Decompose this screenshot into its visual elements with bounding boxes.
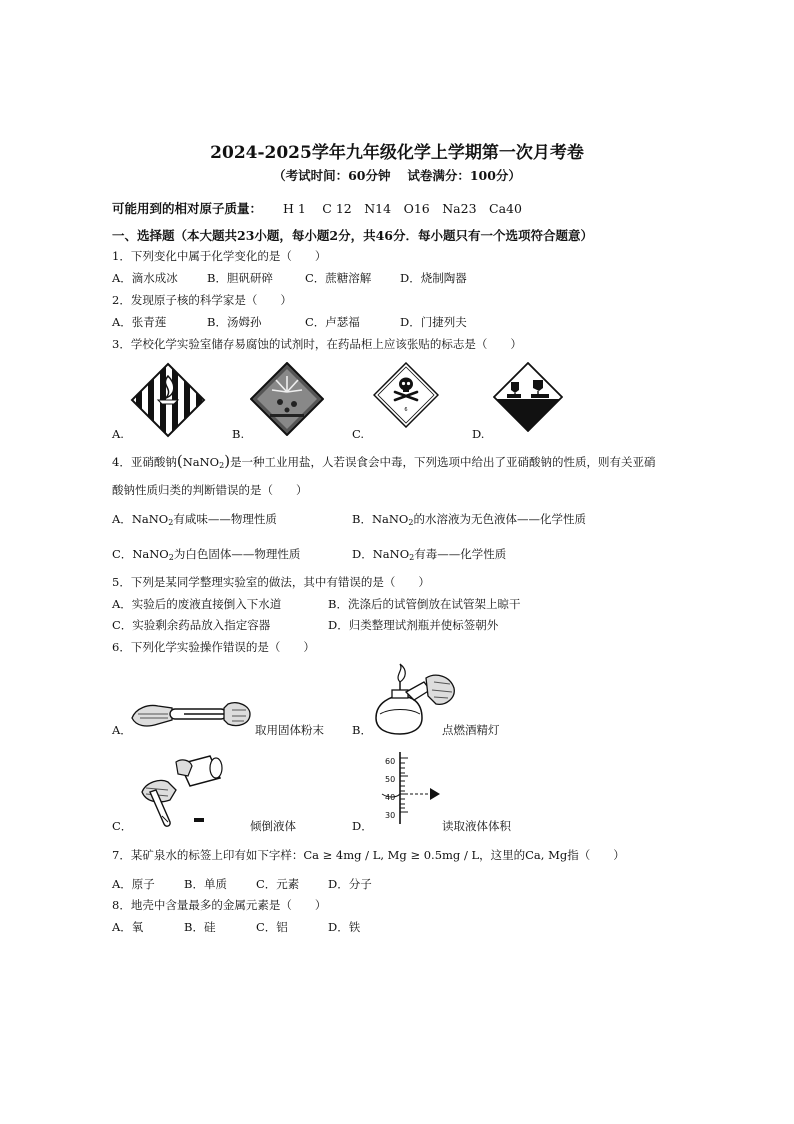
q7-formula: Ca ≥ 4mg / L, Mg ≥ 0.5mg / L (303, 848, 480, 862)
q4-c-formula: NaNO (132, 547, 169, 561)
q8-option-d[interactable]: D．铁 (328, 920, 361, 934)
q6-option-c-caption: 倾倒液体 (250, 819, 296, 833)
q5-option-a[interactable]: A．实验后的废液直接倒入下水道 (112, 597, 282, 611)
corrosive-sign-icon[interactable] (493, 362, 563, 432)
q6-option-d-label[interactable]: D． (352, 819, 373, 833)
q4-option-d[interactable] (352, 546, 506, 562)
q6-option-b-label[interactable]: B． (352, 723, 372, 737)
cylinder-scale-labels (385, 753, 395, 825)
q4-stem-pre: 4．亚硝酸钠 (112, 455, 177, 469)
q1-option-a[interactable]: A．滴水成冰 (112, 271, 178, 285)
q7-stem-mid: ，这里的 (479, 848, 526, 862)
q7-option-d[interactable]: D．分子 (328, 877, 372, 891)
q5-option-d[interactable]: D．归类整理试剂瓶并使标签朝外 (328, 618, 499, 632)
q4-c-label: C． (112, 547, 133, 561)
scale-label-30: 30 (385, 811, 396, 820)
explosive-sign-icon[interactable] (250, 362, 324, 436)
q4-d-formula: NaNO (372, 547, 410, 561)
exam-info: （考试时间：60分钟 试卷满分：100分） (273, 168, 521, 183)
q2-stem: 2．发现原子核的科学家是（ ） (112, 293, 292, 307)
q7-stem-post: 指（ ） (567, 848, 625, 862)
q8-option-b[interactable]: B．硅 (184, 920, 216, 934)
q1-option-b[interactable]: B．胆矾研碎 (207, 271, 273, 285)
q6-option-b-caption: 点燃酒精灯 (442, 723, 500, 737)
q4-stem-line1: 4．亚硝酸钠(NaNO$_2$)是一种工业用盐，人若误食会中毒，下列选项中给出了亚硝酸钠的性质，则有关亚硝 (112, 452, 656, 470)
q5-option-b[interactable]: B．洗涤后的试管倒放在试管架上晾干 (328, 597, 521, 611)
q7-elements: Ca, Mg (525, 848, 568, 862)
q4-a-subscript: 2 (168, 518, 174, 527)
pouring-liquid-illustration-icon[interactable] (136, 752, 228, 828)
q4-b-label: B． (352, 512, 372, 526)
toxic-skull-sign-icon[interactable] (373, 362, 439, 428)
q4-stem-post: 是一种工业用盐，人若误食会中毒，下列选项中给出了亚硝酸钠的性质，则有关亚硝 (230, 455, 656, 469)
q4-b-text: 的水溶液为无色液体——化学性质 (413, 512, 586, 526)
q1-option-c[interactable]: C．蔗糖溶解 (305, 271, 372, 285)
q7-option-b[interactable]: B．单质 (184, 877, 227, 891)
q4-a-text: 有咸味——物理性质 (173, 512, 277, 526)
q4-option-b[interactable] (352, 511, 586, 527)
powder-taking-illustration-icon[interactable] (128, 690, 254, 736)
q3-option-a[interactable]: A. (112, 427, 124, 441)
atomic-mass-values: H 1 C 12 N14 O16 Na23 Ca40 (283, 201, 522, 216)
q8-stem: 8．地壳中含量最多的金属元素是（ ） (112, 898, 327, 912)
scale-label-50: 50 (385, 775, 396, 784)
q4-c-subscript: 2 (168, 553, 174, 562)
q7-option-c[interactable]: C．元素 (256, 877, 300, 891)
q6-option-d-caption: 读取液体体积 (442, 819, 511, 833)
q4-formula-subscript: 2 (219, 461, 225, 470)
q3-option-c[interactable]: C. (352, 427, 365, 441)
q6-stem: 6．下列化学实验操作错误的是（ ） (112, 640, 315, 654)
q6-option-a-label[interactable]: A． (112, 723, 132, 737)
q3-option-d[interactable]: D. (472, 427, 485, 441)
q4-d-text: 有毒——化学性质 (414, 547, 507, 561)
q7-stem-pre: 7．某矿泉水的标签上印有如下字样： (112, 848, 304, 862)
q5-option-c[interactable]: C．实验剩余药品放入指定容器 (112, 618, 271, 632)
q7-stem (112, 847, 625, 863)
q4-b-formula: NaNO (371, 512, 409, 526)
q7-option-a[interactable]: A．原子 (112, 877, 155, 891)
q3-stem: 3．学校化学实验室储存易腐蚀的试剂时，在药品柜上应该张贴的标志是（ ） (112, 337, 522, 351)
q3-option-b[interactable]: B. (232, 427, 245, 441)
scale-label-60: 60 (385, 757, 396, 766)
q4-a-formula: NaNO (131, 512, 169, 526)
q4-c-text: 为白色固体——物理性质 (173, 547, 301, 561)
q4-stem-line2: 酸钠性质归类的判断错误的是（ ） (112, 483, 308, 497)
q4-d-label: D． (352, 547, 373, 561)
q6-option-a-caption: 取用固体粉末 (255, 723, 324, 737)
page-title: 2024-2025学年九年级化学上学期第一次月考卷 (210, 143, 584, 163)
flammable-solid-sign-icon[interactable] (130, 362, 206, 438)
q1-stem: 1．下列变化中属于化学变化的是（ ） (112, 249, 327, 263)
q2-option-b[interactable]: B．汤姆孙 (207, 315, 262, 329)
q4-formula: NaNO (182, 455, 220, 469)
q4-a-label: A． (112, 512, 132, 526)
q1-option-d[interactable]: D．烧制陶器 (400, 271, 467, 285)
q4-b-subscript: 2 (408, 518, 414, 527)
section-heading: 一、选择题（本大题共23小题，每小题2分，共46分．每小题只有一个选项符合题意） (112, 228, 593, 243)
scale-label-40: 40 (385, 793, 396, 802)
q4-d-subscript: 2 (409, 553, 415, 562)
q2-option-c[interactable]: C．卢瑟福 (305, 315, 360, 329)
q6-option-c-label[interactable]: C． (112, 819, 133, 833)
q2-option-d[interactable]: D．门捷列夫 (400, 315, 467, 329)
q4-option-c[interactable] (112, 546, 300, 562)
atomic-mass-label: 可能用到的相对原子质量： (112, 201, 263, 216)
q8-option-c[interactable]: C．铝 (256, 920, 288, 934)
q2-option-a[interactable]: A．张青莲 (112, 315, 167, 329)
svg-text:6: 6 (404, 407, 408, 413)
q5-stem: 5．下列是某同学整理实验室的做法，其中有错误的是（ ） (112, 575, 430, 589)
q4-option-a[interactable] (112, 511, 277, 527)
q8-option-a[interactable]: A．氧 (112, 920, 144, 934)
